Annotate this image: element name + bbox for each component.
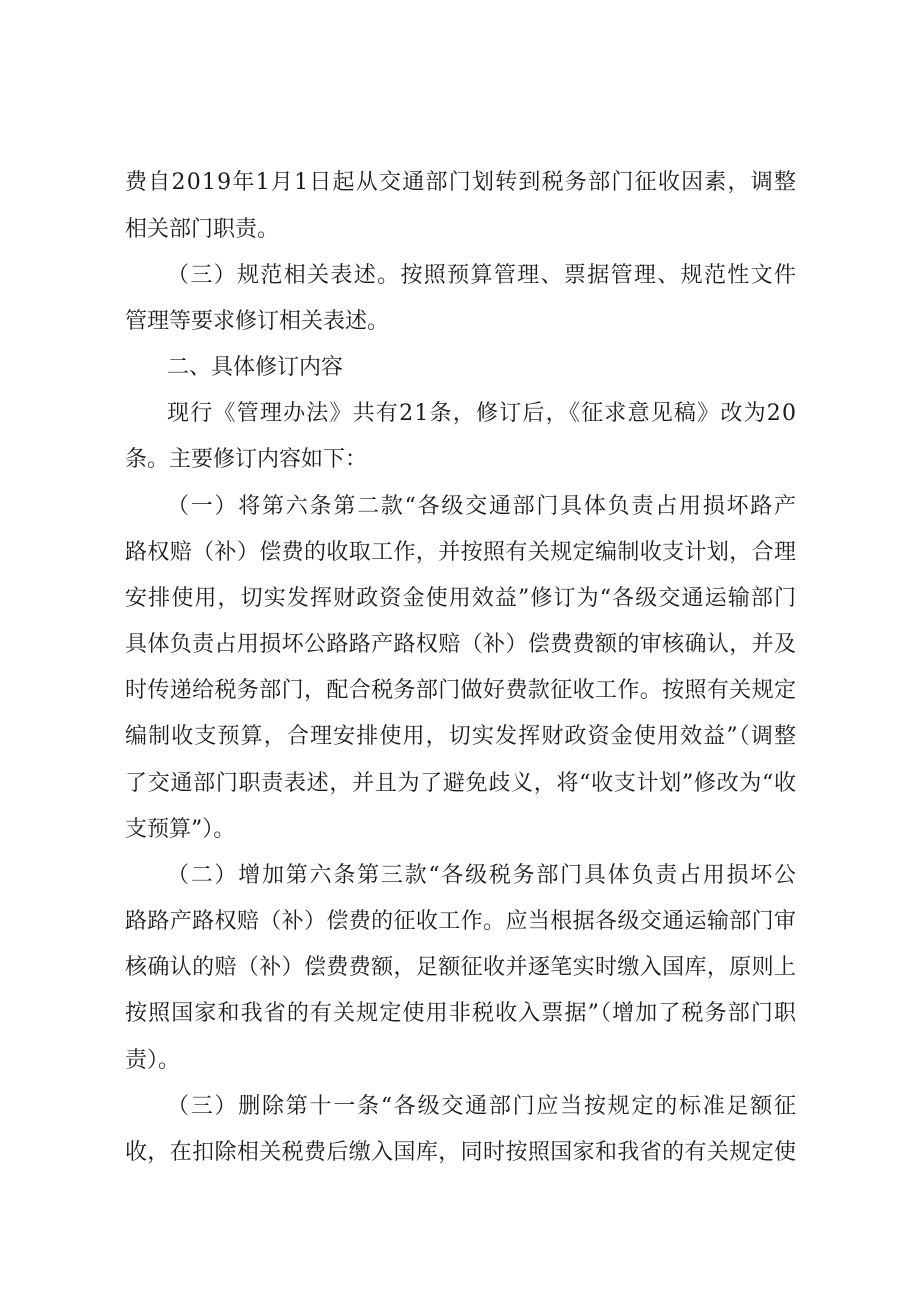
- text-line: [0, 535, 920, 571]
- line-text: （二）增加第六条第三款“各级税务部门具体负责占用损坏公: [167, 863, 798, 888]
- line-text: 核确认的赔（补）偿费费额，足额征收并逐笔实时缴入国库，原则上: [125, 955, 797, 980]
- line-text: 安排使用，切实发挥财政资金使用效益”修订为“各级交通运输部门: [125, 586, 798, 611]
- section-heading: [0, 350, 920, 386]
- text-line: [0, 489, 920, 525]
- text-line: [0, 766, 920, 802]
- line-text: （一）将第六条第二款“各级交通部门具体负责占用损坏路产: [167, 494, 798, 519]
- text-line: [0, 304, 920, 340]
- line-text: （三）规范相关表述。按照预算管理、票据管理、规范性文件: [167, 263, 798, 288]
- line-text: 时传递给税务部门，配合税务部门做好费款征收工作。按照有关规定: [125, 678, 797, 703]
- text-line: [0, 996, 920, 1032]
- text-line: [0, 627, 920, 663]
- text-line: [0, 1135, 920, 1171]
- line-text: 管理等要求修订相关表述。: [125, 309, 390, 334]
- text-line: [0, 165, 920, 201]
- line-text: 费自2019年1月1日起从交通部门划转到税务部门征收因素，调整: [125, 170, 798, 195]
- line-text: 责）。: [125, 1048, 181, 1073]
- text-line: [0, 812, 920, 848]
- line-text: 支预算”）。: [125, 817, 236, 842]
- line-text: 路路产路权赔（补）偿费的征收工作。应当根据各级交通运输部门审: [125, 909, 797, 934]
- line-text: 路权赔（补）偿费的收取工作，并按照有关规定编制收支计划，合理: [125, 540, 797, 565]
- text-line: [0, 442, 920, 478]
- text-line: [0, 1089, 920, 1125]
- text-line: [0, 581, 920, 617]
- line-text: 了交通部门职责表述，并且为了避免歧义，将“收支计划”修改为“收: [125, 771, 797, 796]
- text-line: [0, 858, 920, 894]
- text-line: [0, 904, 920, 940]
- line-text: （三）删除第十一条“各级交通部门应当按规定的标准足额征: [167, 1094, 798, 1119]
- text-line: [0, 719, 920, 755]
- line-text: 按照国家和我省的有关规定使用非税收入票据”（增加了税务部门职: [125, 1001, 798, 1026]
- line-text: 收，在扣除相关税费后缴入国库，同时按照国家和我省的有关规定使: [125, 1140, 797, 1165]
- line-text: 相关部门职责。: [125, 217, 280, 242]
- text-line: [0, 673, 920, 709]
- text-line: [0, 258, 920, 294]
- line-text: 二、具体修订内容: [167, 355, 344, 380]
- line-text: 现行《管理办法》共有21条，修订后，《征求意见稿》改为20: [167, 401, 798, 426]
- line-text: 条。主要修订内容如下：: [125, 447, 368, 472]
- text-line: [0, 950, 920, 986]
- line-text: 具体负责占用损坏公路路产路权赔（补）偿费费额的审核确认，并及: [125, 632, 797, 657]
- text-line: [0, 212, 920, 248]
- line-text: 编制收支预算，合理安排使用，切实发挥财政资金使用效益”（调整: [125, 724, 798, 749]
- text-line: [0, 396, 920, 432]
- text-line: [0, 1043, 920, 1079]
